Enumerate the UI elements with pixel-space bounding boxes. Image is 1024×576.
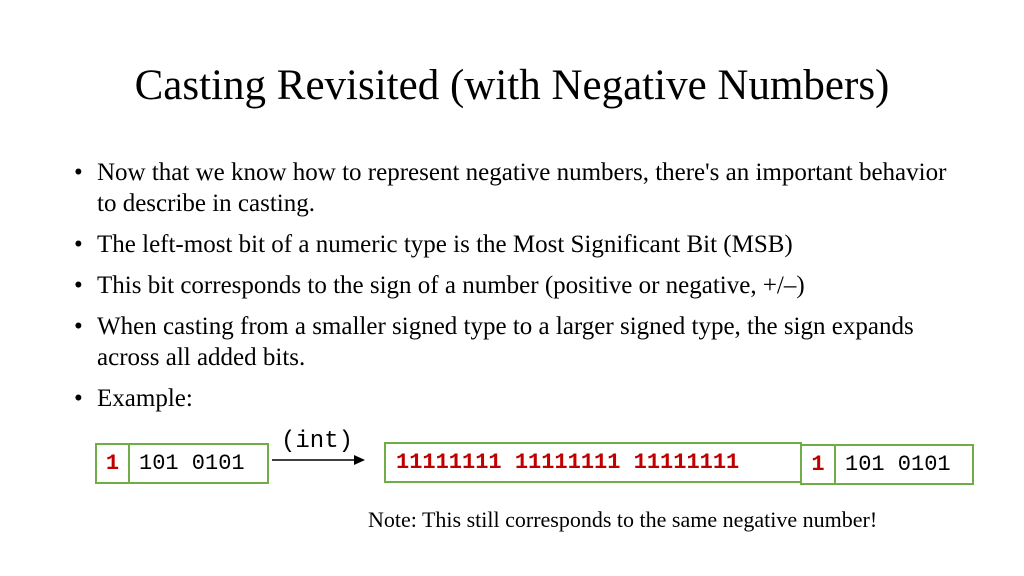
bullet-item bbox=[72, 270, 952, 301]
rest-bits-after: 101 0101 bbox=[845, 452, 951, 477]
bullet-dot-icon: • bbox=[74, 231, 83, 258]
bullet-item bbox=[72, 229, 952, 260]
bullet-dot-icon: • bbox=[74, 272, 83, 299]
bullet-text: When casting from a smaller signed type to a larger signed type, the sign expands across all added bits. bbox=[97, 313, 914, 371]
arrow-right-icon bbox=[272, 452, 366, 468]
byte-before-box bbox=[95, 443, 269, 484]
rest-bits-before: 101 0101 bbox=[139, 451, 245, 476]
bullet-text: Example: bbox=[97, 385, 193, 412]
bullet-item bbox=[72, 311, 952, 373]
sign-bit-after: 1 bbox=[802, 446, 836, 483]
bullet-dot-icon: • bbox=[74, 385, 83, 412]
bullet-item bbox=[72, 157, 952, 219]
extended-bits-box bbox=[384, 442, 802, 483]
bullet-list bbox=[72, 157, 952, 424]
extended-bits: 11111111 11111111 11111111 bbox=[396, 450, 740, 475]
bullet-dot-icon: • bbox=[74, 313, 83, 340]
bullet-text: This bit corresponds to the sign of a number (positive or negative, +/–) bbox=[97, 272, 805, 299]
bullet-item bbox=[72, 383, 952, 414]
byte-after-box bbox=[800, 444, 974, 485]
bullet-text: The left-most bit of a numeric type is the Most Significant Bit (MSB) bbox=[97, 231, 793, 258]
note-text: Note: This still corresponds to the same negative number! bbox=[368, 507, 878, 532]
slide-title: Casting Revisited (with Negative Numbers) bbox=[134, 62, 890, 109]
bullet-text: Now that we know how to represent negative numbers, there's an important behavior to describe in casting. bbox=[97, 159, 947, 217]
bullet-dot-icon: • bbox=[74, 159, 83, 186]
sign-bit-before: 1 bbox=[97, 445, 130, 482]
cast-label: (int) bbox=[281, 428, 354, 455]
